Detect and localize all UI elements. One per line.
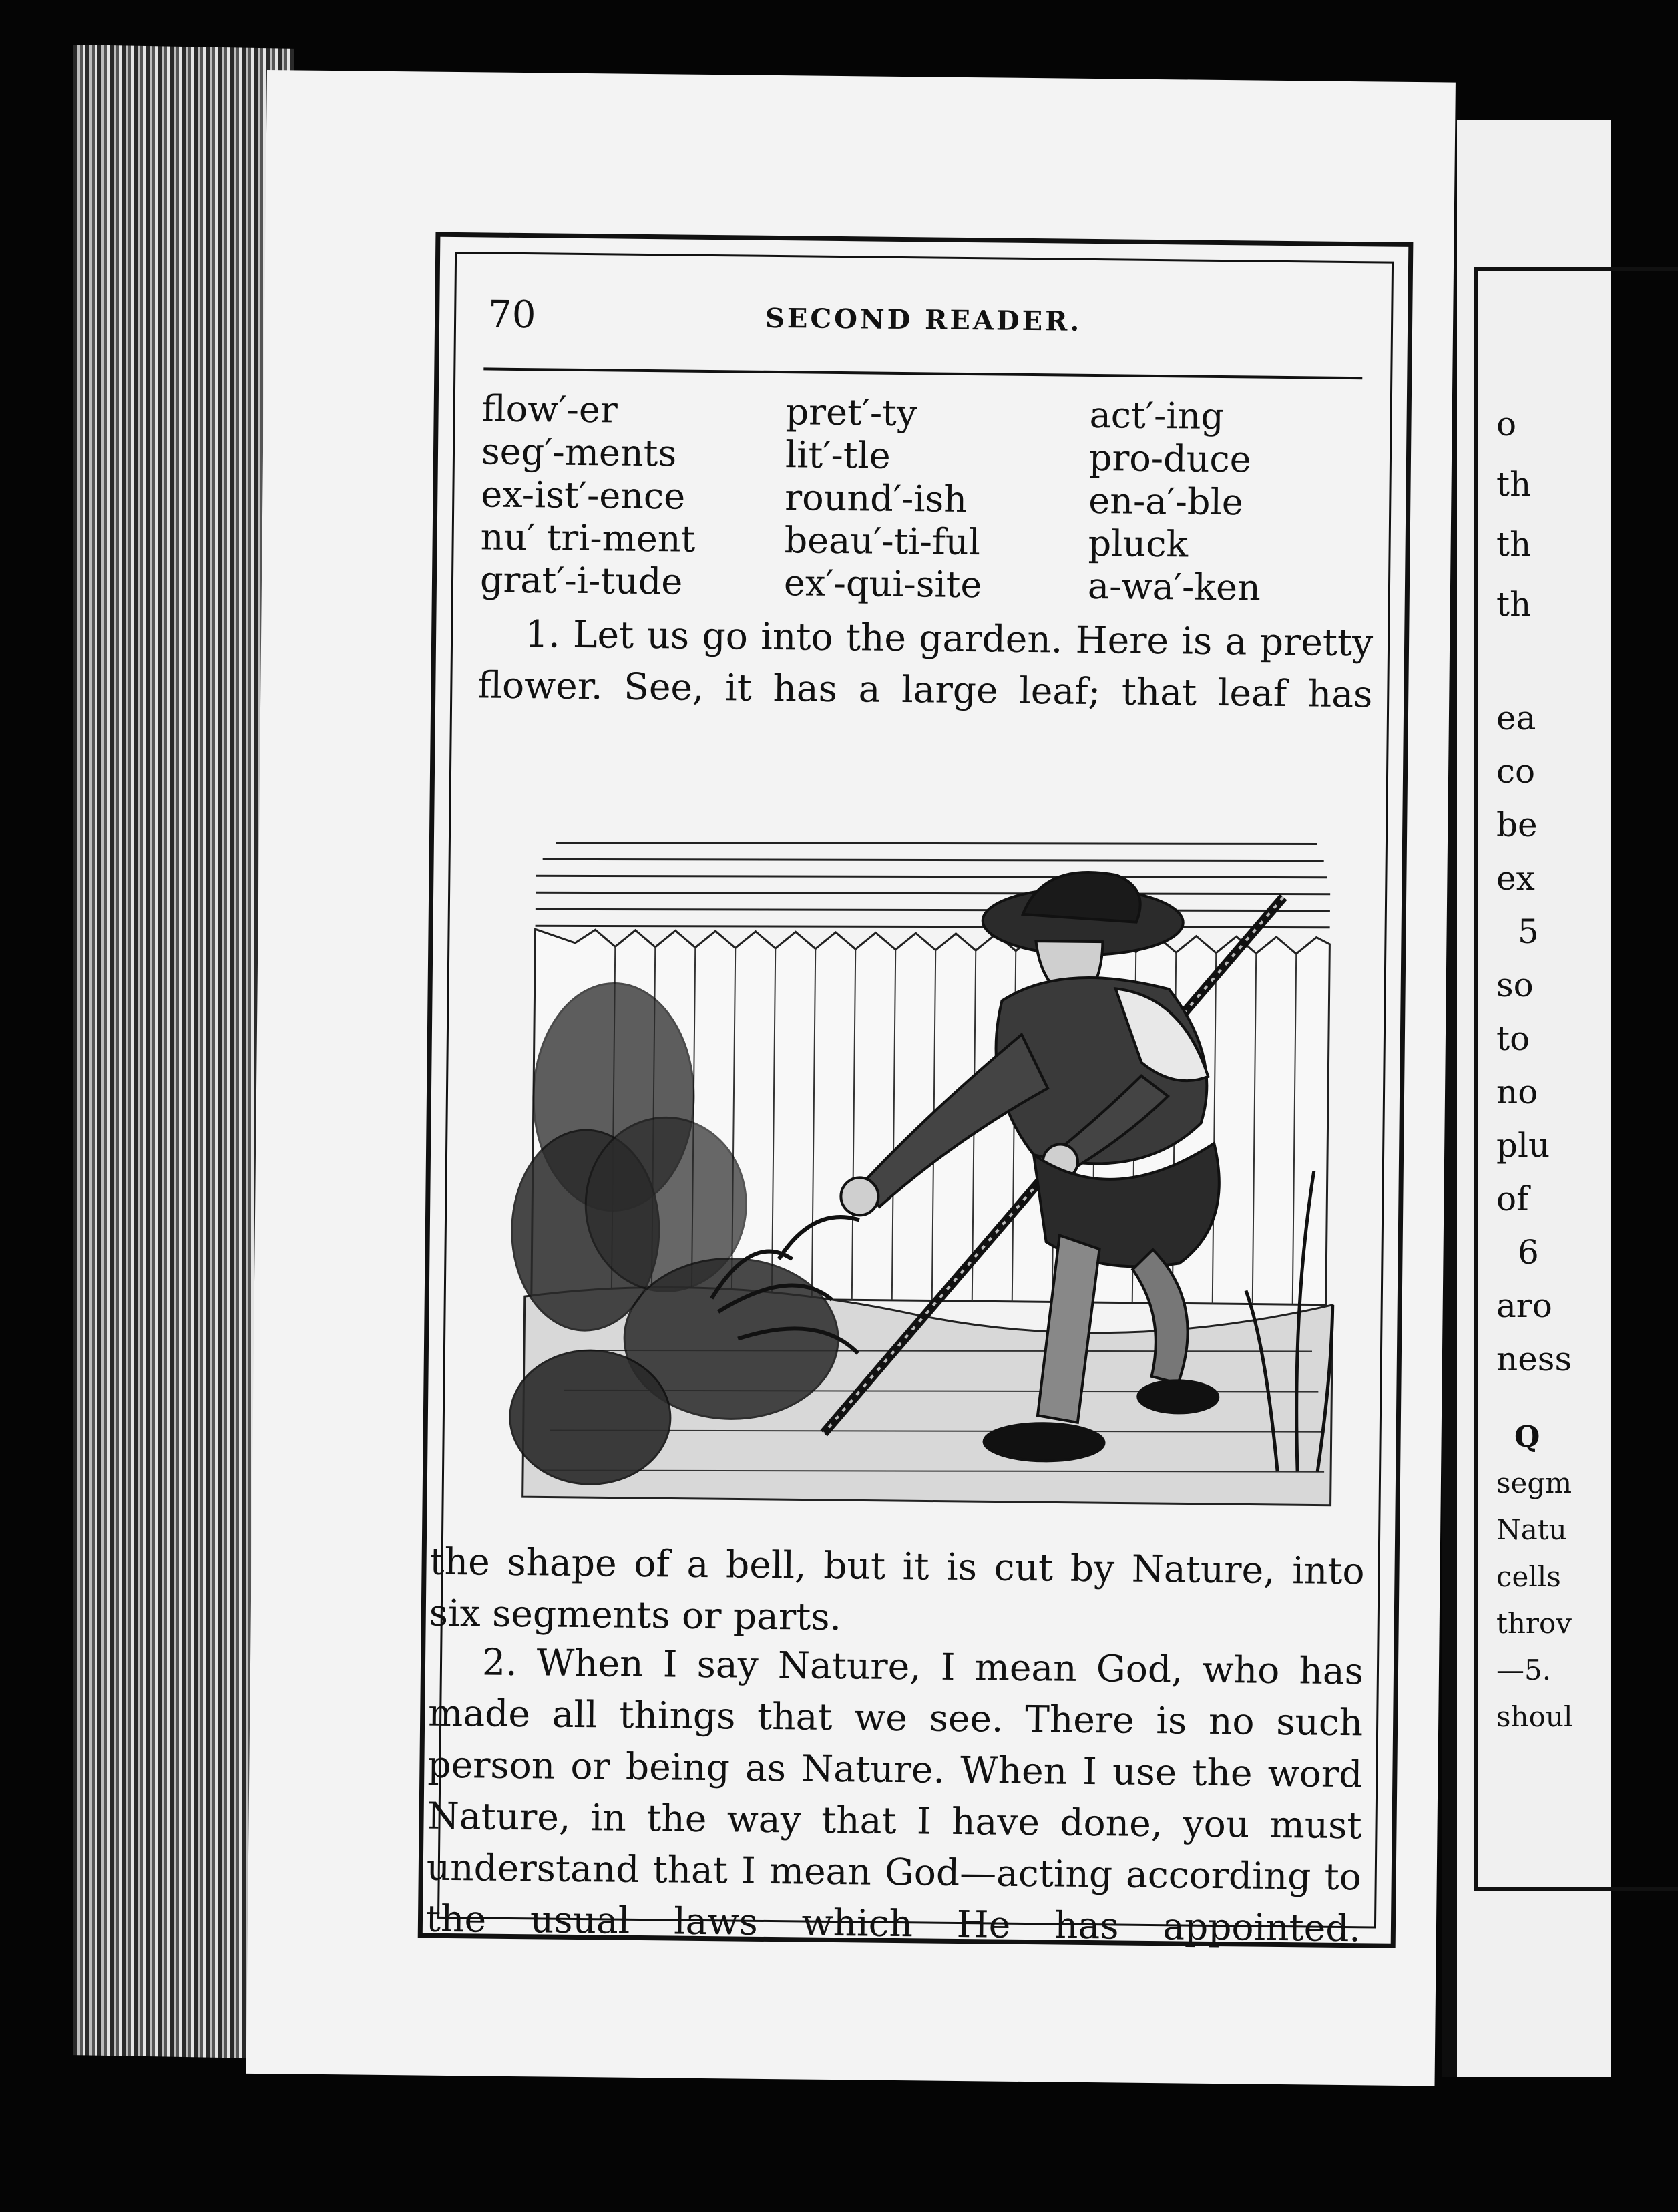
facing-text-fragment: 6: [1518, 1233, 1539, 1272]
facing-text-fragment: ex: [1496, 859, 1535, 898]
page-number: 70: [487, 293, 536, 337]
vocabulary-word: pret′-ty: [785, 391, 917, 435]
running-head: SECOND READER.: [765, 302, 1082, 337]
facing-text-fragment: th: [1496, 585, 1532, 624]
facing-text-fragment: co: [1496, 752, 1536, 791]
vocabulary-word: act′-ing: [1089, 393, 1225, 438]
facing-page-frame: [1474, 267, 1678, 1891]
vocabulary-column: [480, 387, 786, 604]
facing-text-fragment: 5: [1518, 912, 1539, 951]
facing-text-fragment: Q: [1514, 1420, 1540, 1454]
facing-page: [1442, 120, 1611, 2077]
facing-text-fragment: —5.: [1496, 1654, 1552, 1686]
facing-text-fragment: ea: [1496, 699, 1536, 737]
vocabulary-word: pluck: [1088, 522, 1189, 566]
facing-text-fragment: aro: [1496, 1286, 1552, 1325]
facing-text-fragment: ness: [1496, 1340, 1572, 1378]
facing-text-fragment: throv: [1496, 1607, 1572, 1640]
facing-text-fragment: so: [1496, 966, 1534, 1004]
vocabulary-word: lit′-tle: [785, 433, 891, 477]
vocabulary-word: flow′-er: [481, 387, 618, 431]
page-frame-outer: [418, 232, 1414, 1948]
facing-text-fragment: segm: [1496, 1467, 1572, 1499]
vocabulary-word: nu′ tri-ment: [480, 516, 696, 560]
facing-text-fragment: o: [1496, 405, 1517, 443]
facing-text-fragment: of: [1496, 1179, 1529, 1218]
vocabulary-column: [1088, 394, 1370, 610]
page-frame-inner: [425, 252, 1394, 1950]
gardener-illustration: [509, 829, 1351, 1525]
facing-text-fragment: th: [1496, 525, 1532, 564]
book-page: [246, 70, 1456, 2086]
facing-text-fragment: no: [1496, 1073, 1538, 1111]
paragraph-1-continued: the shape of a bell, but it is cut by Nature, into six segments or parts.: [429, 1539, 1365, 1639]
vocabulary-word: beau′-ti-ful: [784, 519, 981, 564]
facing-text-fragment: be: [1496, 805, 1538, 844]
facing-text-fragment: shoul: [1496, 1700, 1573, 1733]
header-rule: [483, 367, 1362, 379]
vocabulary-word: ex-ist′-ence: [481, 473, 686, 518]
facing-text-fragment: Natu: [1496, 1513, 1567, 1546]
facing-text-fragment: cells: [1496, 1560, 1561, 1593]
facing-text-fragment: to: [1496, 1019, 1530, 1058]
facing-text-fragment: th: [1496, 465, 1532, 504]
vocabulary-word: a-wa′-ken: [1087, 564, 1261, 609]
paragraph-1-start: 1. Let us go into the garden. Here is a pretty flower. See, it has a large leaf; that leaf has: [477, 612, 1374, 716]
vocabulary-word: round′-ish: [785, 476, 968, 521]
vocabulary-word: en-a′-ble: [1088, 479, 1244, 524]
paragraph-2: 2. When I say Nature, I mean God, who has made all things that we see. There is no such person or being as Nature. When I use the word Nature, in the way that I have done, you must understand that I mean God—acting according to the usual laws which He has appointed.: [425, 1640, 1364, 1950]
vocabulary-word: seg′-ments: [481, 430, 677, 475]
vocabulary-word: ex′-qui-site: [783, 562, 982, 606]
vocabulary-word: pro-duce: [1088, 436, 1251, 481]
vocabulary-word: grat′-i-tude: [479, 558, 683, 603]
vocabulary-column: [784, 391, 1090, 608]
vocabulary-list: [480, 387, 1370, 610]
facing-text-fragment: plu: [1496, 1126, 1550, 1165]
